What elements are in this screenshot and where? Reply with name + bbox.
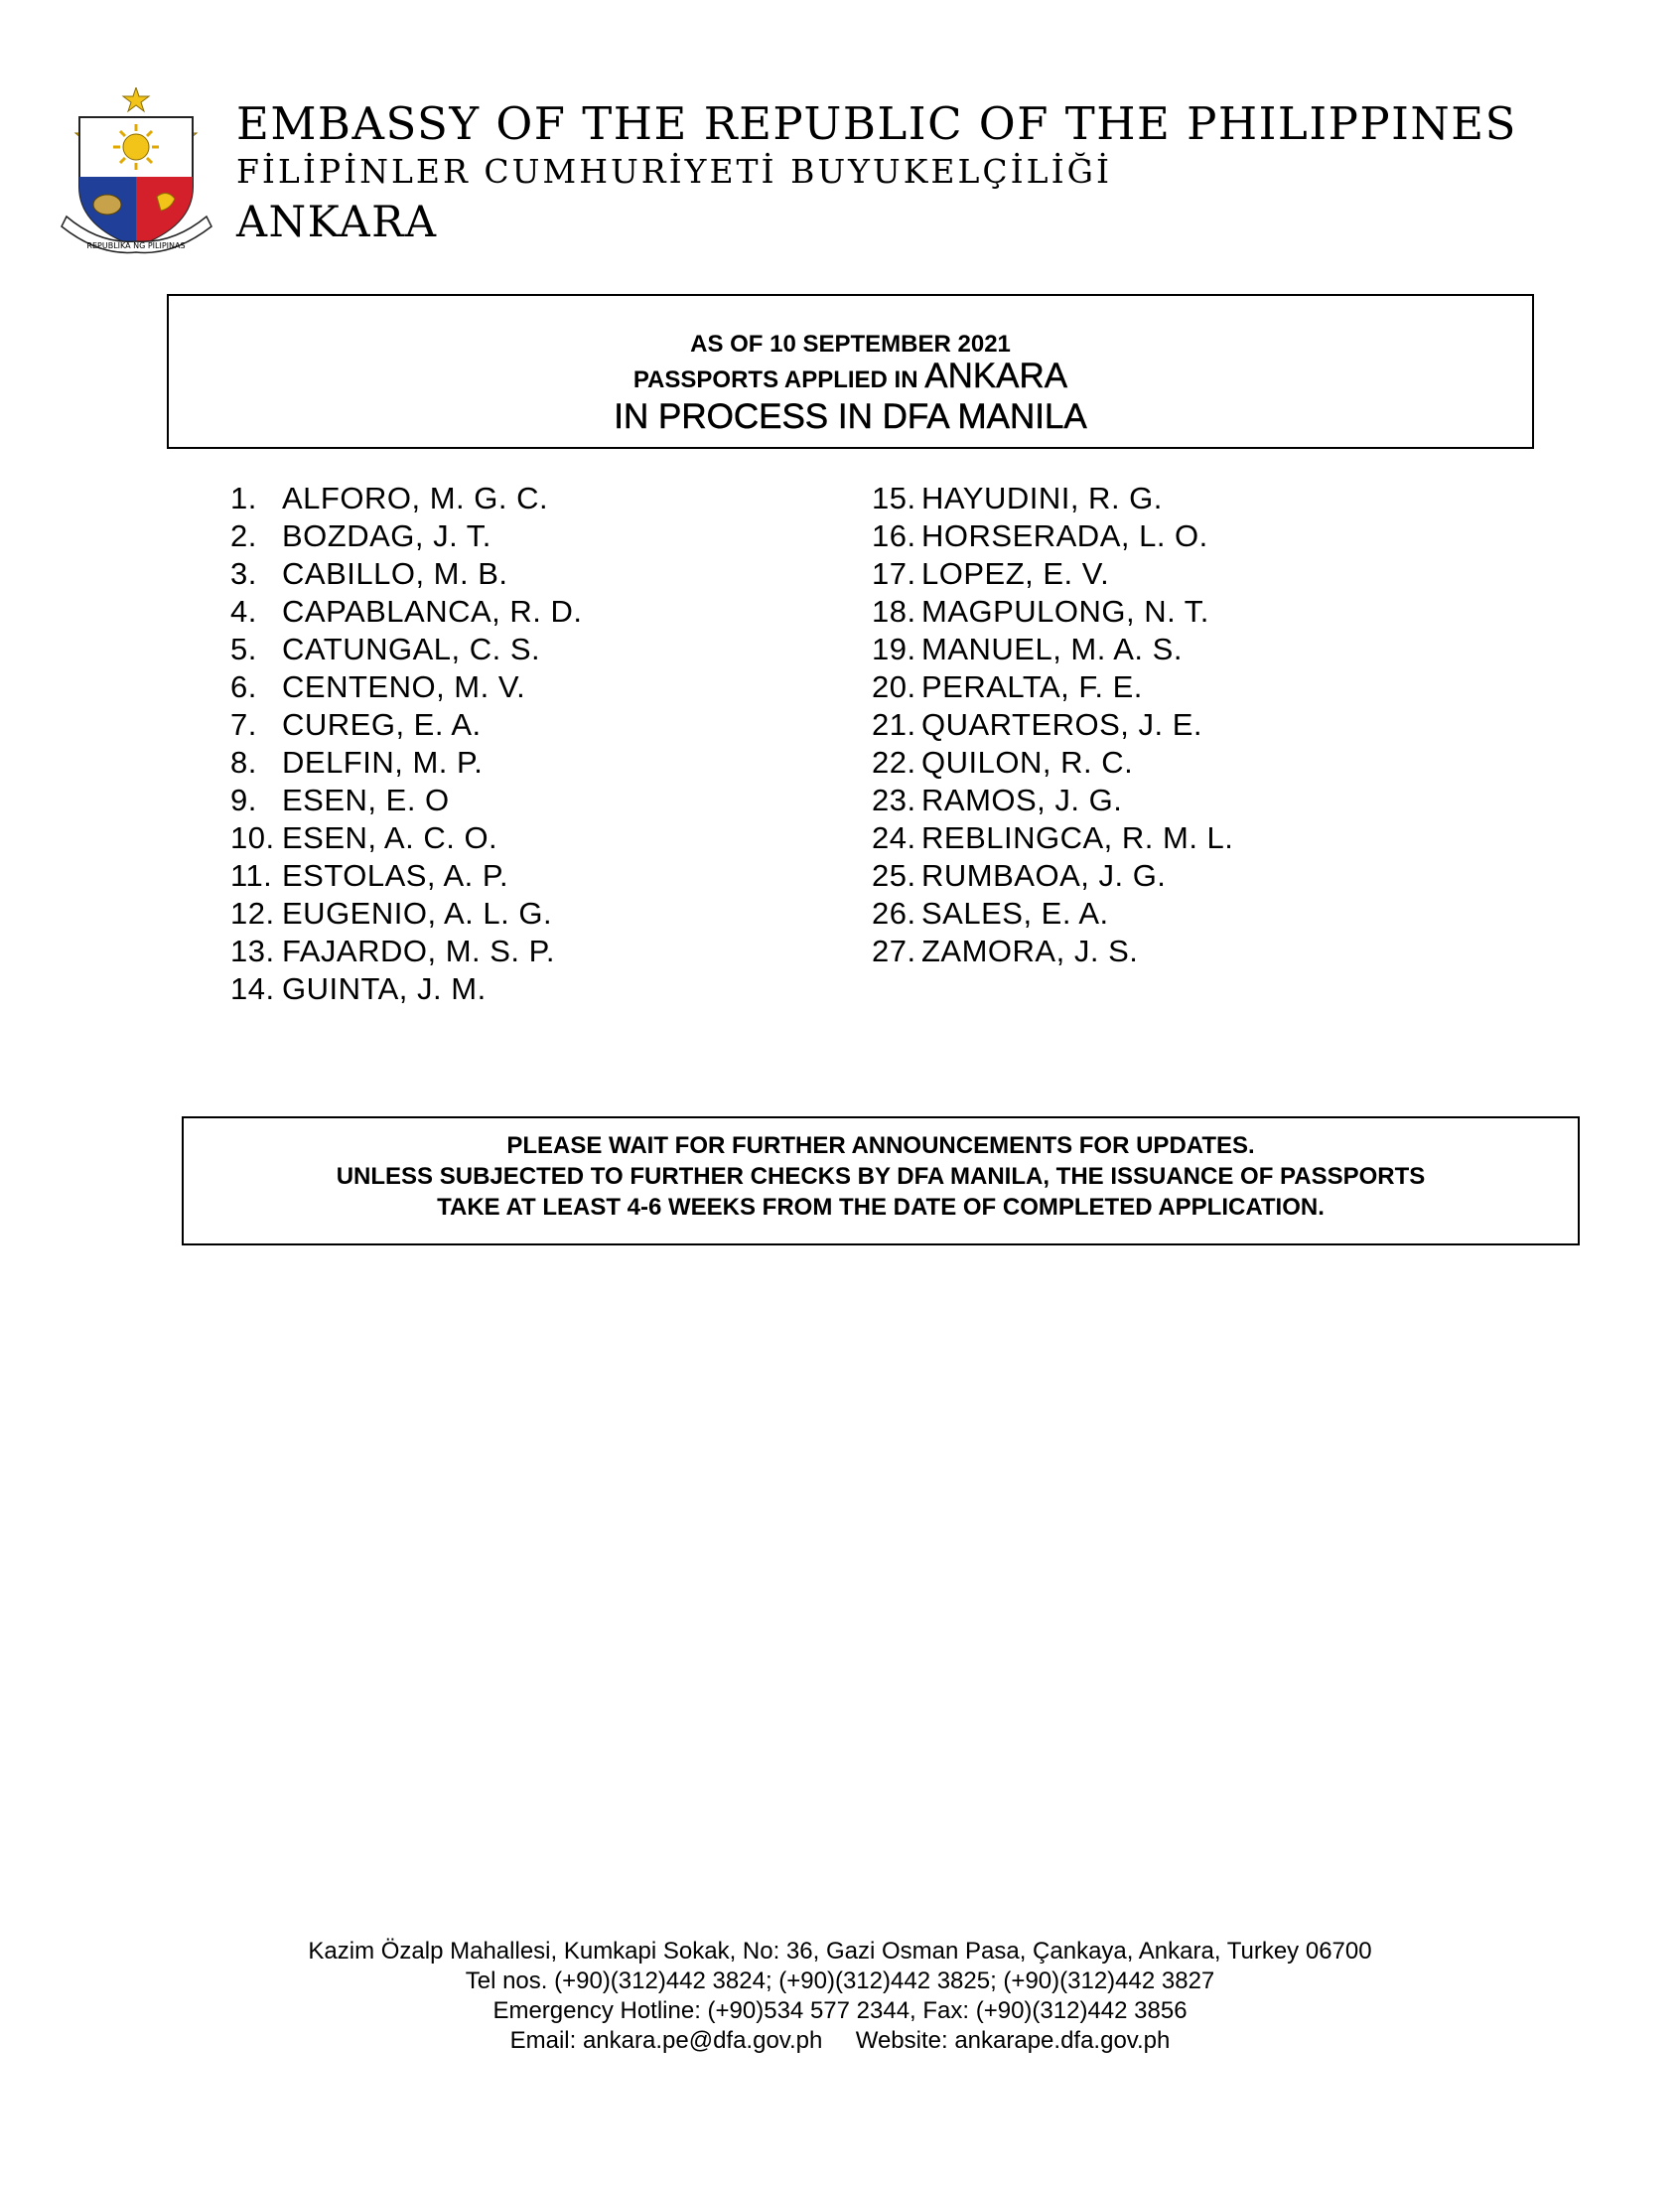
footer-website[interactable]: Website: ankarape.dfa.gov.ph	[855, 2027, 1171, 2054]
applied-prefix: PASSPORTS APPLIED IN	[632, 366, 918, 393]
list-item: 9. ESEN, E. O	[230, 783, 450, 817]
list-item: 26. SALES, E. A.	[872, 896, 1109, 931]
list-item: 6. CENTENO, M. V.	[230, 669, 526, 704]
svg-text:REPUBLIKA NG PILIPINAS: REPUBLIKA NG PILIPINAS	[86, 241, 186, 250]
list-item: 7. CUREG, E. A.	[230, 707, 482, 742]
names-column-left	[230, 480, 583, 1008]
announcement-line: TAKE AT LEAST 4-6 WEEKS FROM THE DATE OF COMPLETED APPLICATION.	[437, 1194, 1325, 1221]
footer-hotline: Emergency Hotline: (+90)534 577 2344, Fax: (+90)(312)442 3856	[492, 1997, 1188, 2024]
list-item: 2. BOZDAG, J. T.	[230, 518, 491, 553]
list-item: 18. MAGPULONG, N. T.	[872, 594, 1209, 629]
footer-address: Kazim Özalp Mahallesi, Kumkapi Sokak, No: 36, Gazi Osman Pasa, Çankaya, Ankara, Turkey 06700	[308, 1938, 1372, 1965]
announcement-box	[182, 1116, 1580, 1245]
footer-email[interactable]: Email: ankara.pe@dfa.gov.ph	[509, 2027, 823, 2054]
list-item: 16. HORSERADA, L. O.	[872, 518, 1208, 553]
applied-line	[169, 357, 1532, 397]
footer-telephone: Tel nos. (+90)(312)442 3824; (+90)(312)442 3825; (+90)(312)442 3827	[465, 1967, 1215, 1994]
philippine-coat-of-arms-icon	[60, 87, 213, 256]
list-item: 14. GUINTA, J. M.	[230, 971, 487, 1006]
list-item: 27. ZAMORA, J. S.	[872, 934, 1139, 968]
embassy-title-turkish: FİLİPİNLER CUMHURİYETİ BUYUKELÇİLİĞİ	[236, 152, 1113, 191]
embassy-title: EMBASSY OF THE REPUBLIC OF THE PHILIPPINES	[236, 97, 1517, 150]
list-item: 4. CAPABLANCA, R. D.	[230, 594, 583, 629]
list-item: 25. RUMBAOA, J. G.	[872, 858, 1167, 893]
names-list	[230, 480, 1323, 1016]
list-item: 24. REBLINGCA, R. M. L.	[872, 820, 1234, 855]
letterhead	[60, 87, 1609, 261]
list-item: 22. QUILON, R. C.	[872, 745, 1134, 780]
list-item: 21. QUARTEROS, J. E.	[872, 707, 1203, 742]
list-item: 19. MANUEL, M. A. S.	[872, 632, 1183, 666]
status-box	[167, 294, 1534, 449]
announcement-line: UNLESS SUBJECTED TO FURTHER CHECKS BY DFA MANILA, THE ISSUANCE OF PASSPORTS	[336, 1163, 1426, 1190]
list-item: 15. HAYUDINI, R. G.	[872, 481, 1163, 515]
list-item: 11. ESTOLAS, A. P.	[230, 858, 509, 893]
list-item: 8. DELFIN, M. P.	[230, 745, 484, 780]
process-status: IN PROCESS IN DFA MANILA	[614, 397, 1087, 436]
list-item: 3. CABILLO, M. B.	[230, 556, 508, 591]
announcement-line: PLEASE WAIT FOR FURTHER ANNOUNCEMENTS FOR UPDATES.	[506, 1132, 1255, 1159]
as-of-date: AS OF 10 SEPTEMBER 2021	[690, 331, 1011, 358]
applied-place: ANKARA	[924, 357, 1068, 395]
list-item: 5. CATUNGAL, C. S.	[230, 632, 541, 666]
list-item: 10. ESEN, A. C. O.	[230, 820, 498, 855]
footer-contact	[0, 2026, 1680, 2056]
list-item: 20. PERALTA, F. E.	[872, 669, 1143, 704]
list-item: 23. RAMOS, J. G.	[872, 783, 1123, 817]
list-item: 1. ALFORO, M. G. C.	[230, 481, 549, 515]
names-column-right	[872, 480, 1233, 970]
list-item: 17. LOPEZ, E. V.	[872, 556, 1110, 591]
list-item: 12. EUGENIO, A. L. G.	[230, 896, 553, 931]
contact-footer	[0, 1937, 1680, 2056]
embassy-city: ANKARA	[236, 198, 438, 247]
list-item: 13. FAJARDO, M. S. P.	[230, 934, 555, 968]
